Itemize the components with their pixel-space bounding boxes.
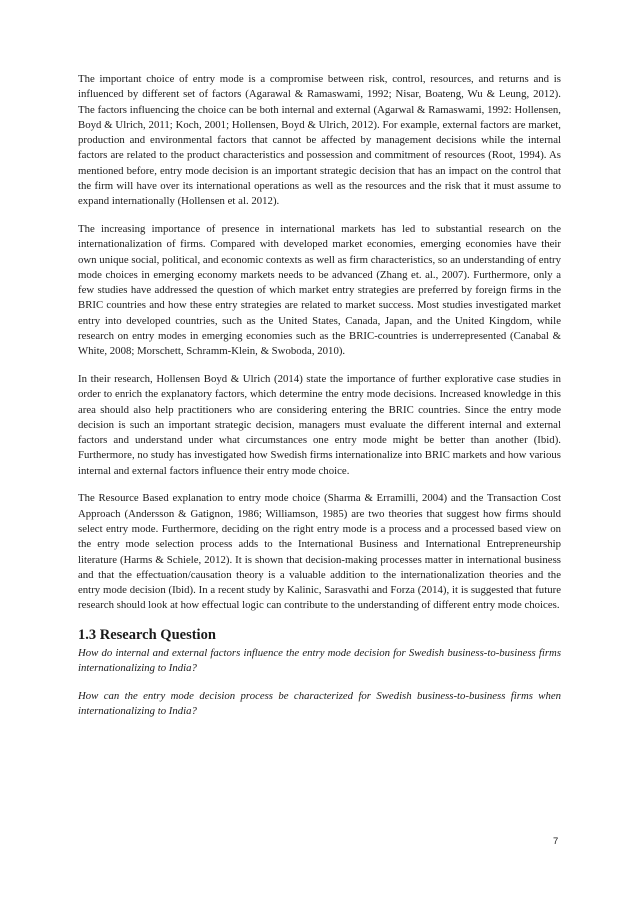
page-number: 7	[553, 836, 559, 847]
section-heading-research-question: 1.3 Research Question	[78, 626, 216, 643]
paragraph-entry-mode-choice: The important choice of entry mode is a compromise between risk, control, resources, and returns and is influenced by different set of factors (Agarawal & Ramaswami, 1992; Nisar, Boateng, Wu & Leung, 2012). The factors influencing the choice can be both internal and external (Agarwal & Ramaswami, 1992: Hollensen, Boyd & Ulrich, 2011; Koch, 2001; Hollensen, Boyd & Ulrich, 2012). For example, external factors are market, production and environmental factors that cannot be affected by management decisions while the internal factors are related to the product characteristics and possession and commitment of resources (Root, 1994). As mentioned before, entry mode decision is an important strategic decision that has an impact on the control that the firm will have over its international operations as well as the resources and the risk that it must assume to expand internationally (Hollensen et al. 2012).	[78, 73, 561, 208]
research-question-1: How do internal and external factors influence the entry mode decision for Swedish business-to-business firms internationalizing to India?	[78, 646, 561, 675]
page-body	[78, 72, 561, 732]
paragraph-resource-based-explanation: The Resource Based explanation to entry mode choice (Sharma & Erramilli, 2004) and the Transaction Cost Approach (Andersson & Gatignon, 1986; Williamson, 1985) are two theories that suggest how firms should select entry mode. Furthermore, deciding on the right entry mode is a process and a processed based view on the entry mode selection process adds to the International Business and International Entrepreneurship literature (Harms & Schiele, 2012). It is shown that decision-making processes matter in international business and that the effectuation/causation theory is a valuable addition to the internationalization theories and the entry mode decision (Ibid). In a recent study by Kalinic, Sarasvathi and Forza (2014), it is suggested that future research should look at how effectual logic can contribute to the understanding of different entry mode choices.	[78, 492, 561, 612]
research-question-2: How can the entry mode decision process be characterized for Swedish business-to-business firms when internationalizing to India?	[78, 689, 561, 718]
paragraph-international-markets: The increasing importance of presence in international markets has led to substantial research on the internationalization of firms. Compared with developed market economies, emerging economies have their own unique social, political, and economic contexts as well as firm characteristics, so an understanding of entry mode choices in emerging economy markets needs to be advanced (Zhang et. al., 2007). Furthermore, only a few studies have addressed the question of which market entry strategies are preferred by foreign firms in the BRIC countries and how these entry strategies are related to market success. Most studies investigated market entry into developed countries, such as the United States, Canada, Japan, and the United Kingdom, while research on entry modes in emerging economies such as the BRIC-countries is underrepresented (Canabal & White, 2008; Morschett, Schramm-Klein, & Swoboda, 2010).	[78, 222, 561, 358]
paragraph-hollensen-research: In their research, Hollensen Boyd & Ulrich (2014) state the importance of further explorative case studies in order to enrich the explanatory factors, which determine the entry mode decisions. Increased knowledge in this area should also help practitioners who are considering entering the BRIC countries. Since the entry mode decision is such an important strategic decision, managers must evaluate the different internal and external factors and understand under what circumstances one entry mode might be better than another (Ibid). Furthermore, no study has investigated how Swedish firms internationalize into BRIC markets and how various internal and external factors influence their entry mode choice.	[78, 372, 561, 477]
